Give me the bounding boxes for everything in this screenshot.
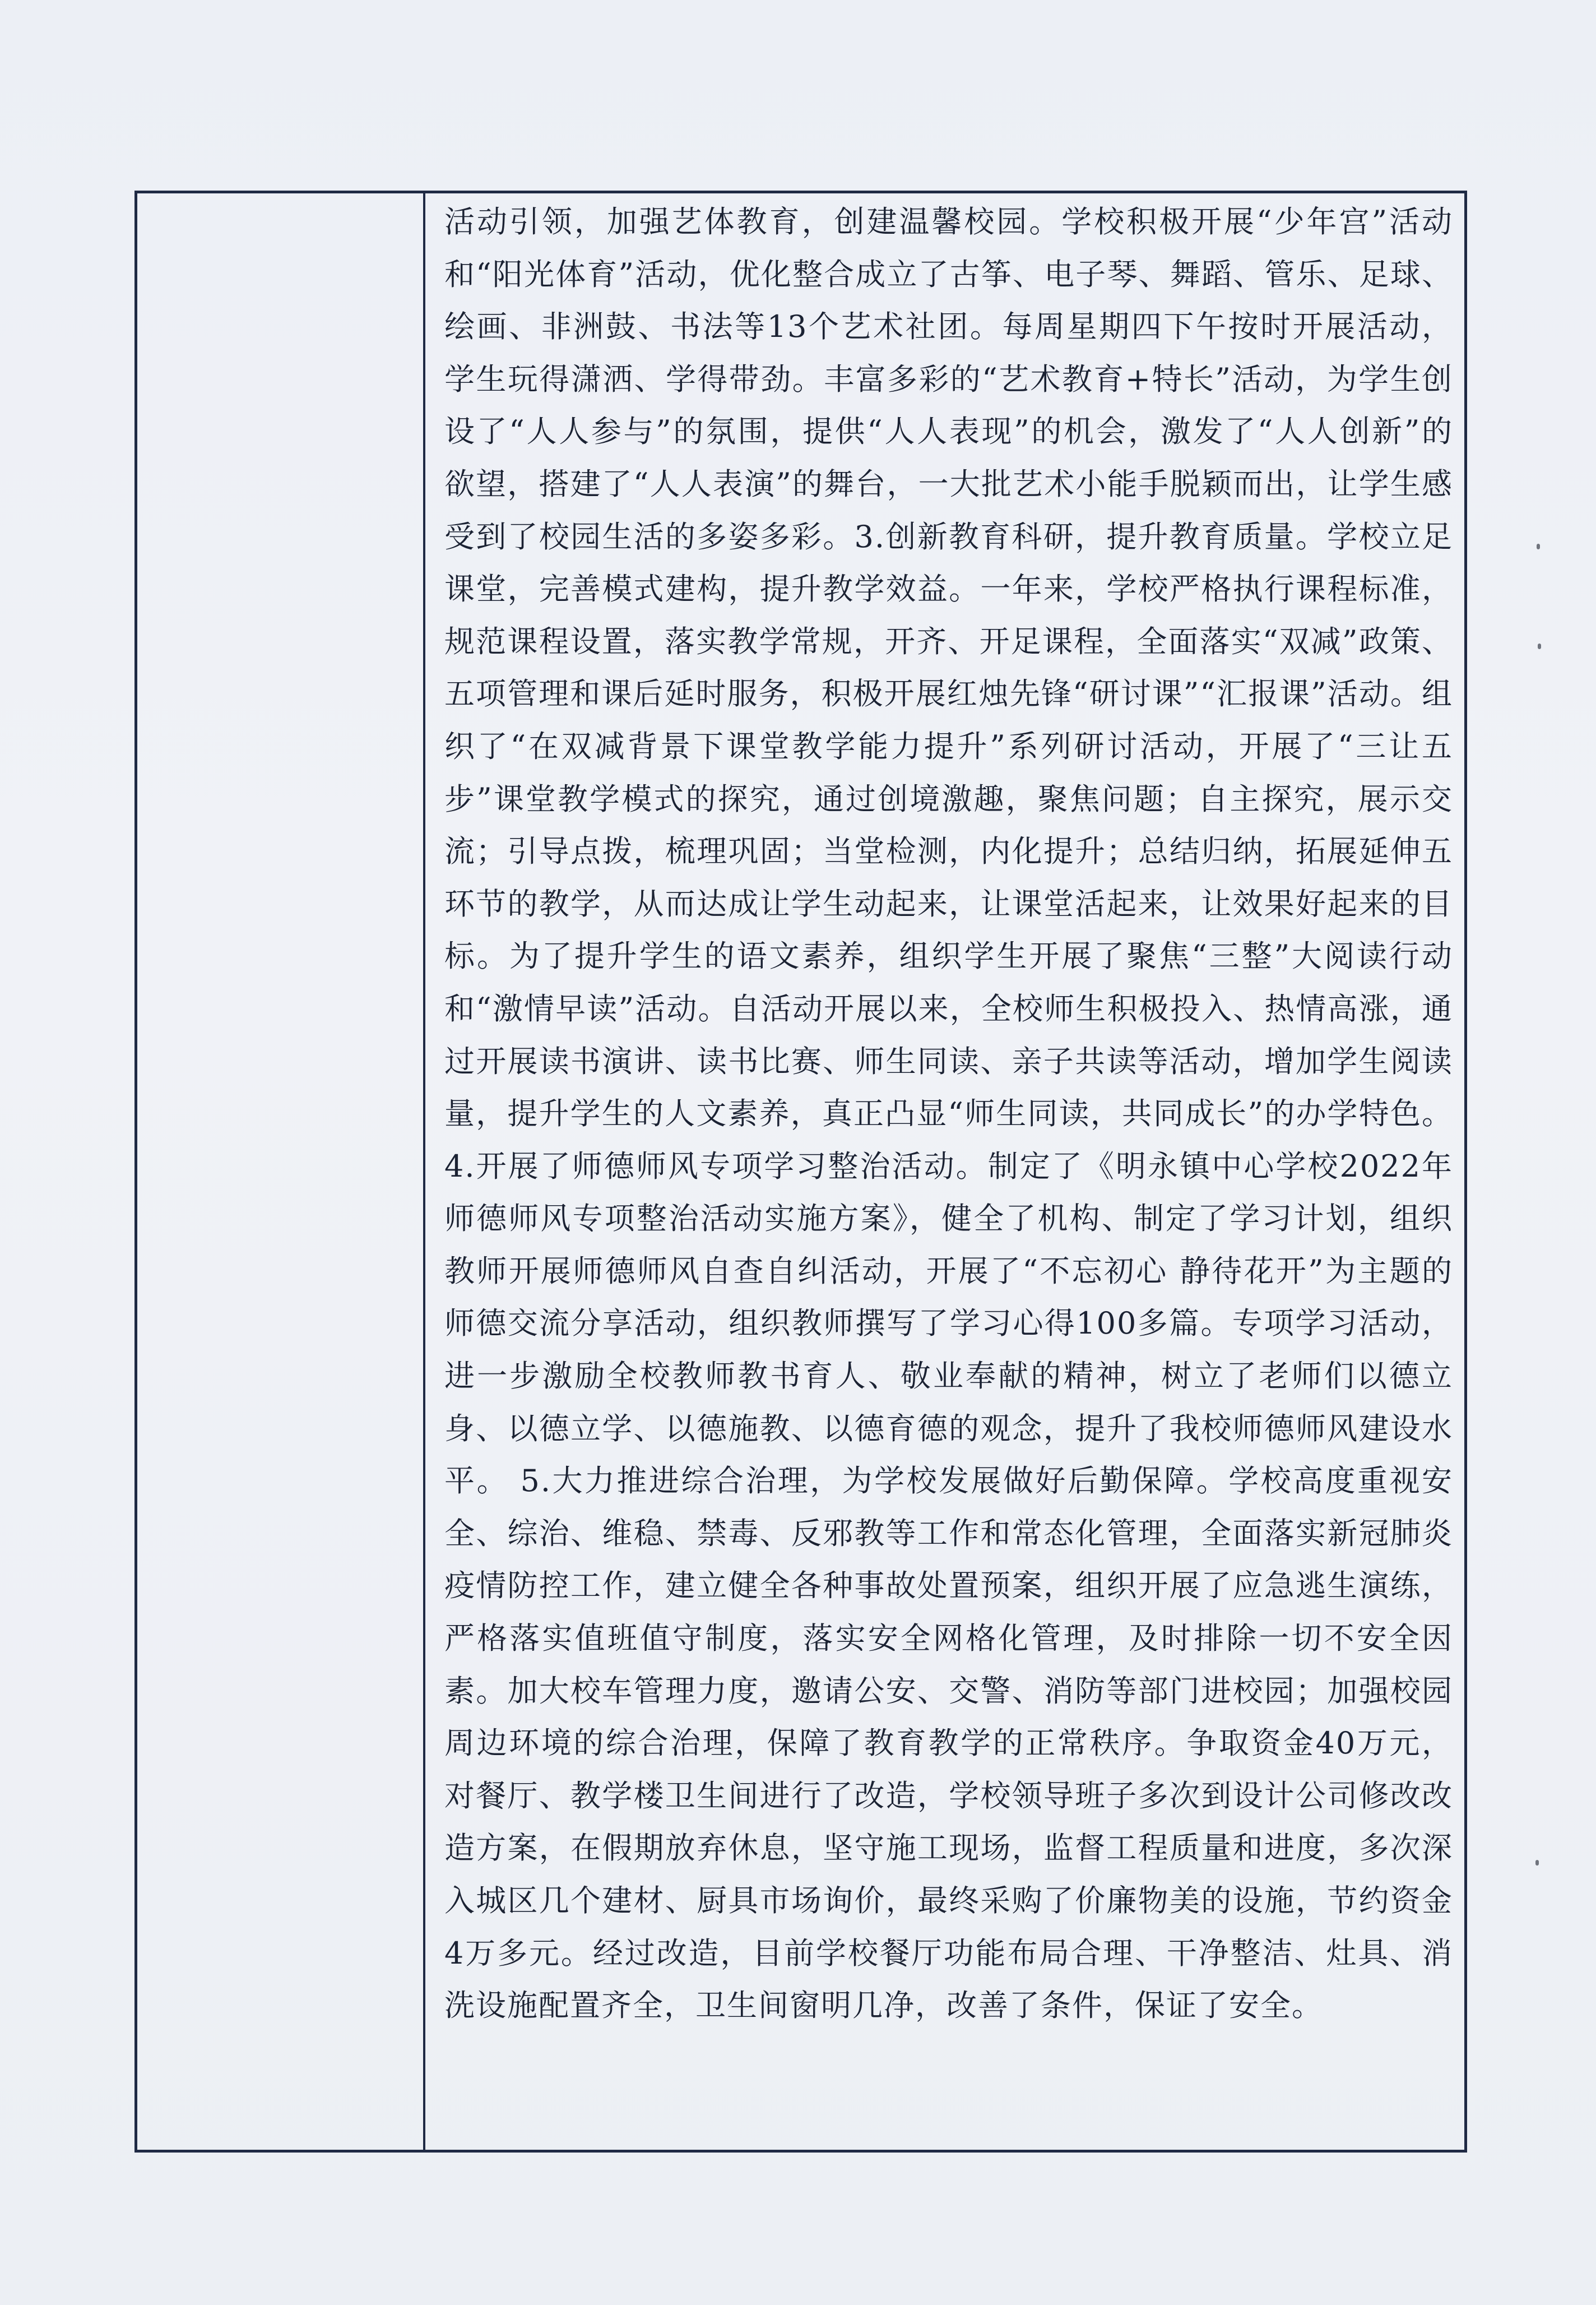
left-label-cell — [137, 193, 423, 2150]
column-divider — [423, 193, 425, 2150]
body-paragraph: 活动引领，加强艺体教育，创建温馨校园。学校积极开展“少年宫”活动和“阳光体育”活动，优化整合成立了古筝、电子琴、舞蹈、管乐、足球、绘画、非洲鼓、书法等13个艺术社团。每周星期四下午按时开展活动，学生玩得潇洒、学得带劲。丰富多彩的“艺术教育+特长”活动，为学生创设了“人人参与”的氛围，提供“人人表现”的机会，激发了“人人创新”的欲望，搭建了“人人表演”的舞台，一大批艺术小能手脱颖而出，让学生感受到了校园生活的多姿多彩。3.创新教育科研，提升教育质量。学校立足课堂，完善模式建构，提升教学效益。一年来，学校严格执行课程标准，规范课程设置，落实教学常规，开齐、开足课程，全面落实“双减”政策、五项管理和课后延时服务，积极开展红烛先锋“研讨课”“汇报课”活动。组织了“在双减背景下课堂教学能力提升”系列研讨活动，开展了“三让五步”课堂教学模式的探究，通过创境激趣，聚焦问题；自主探究，展示交流；引导点拨，梳理巩固；当堂检测，内化提升；总结归纳，拓展延伸五环节的教学，从而达成让学生动起来，让课堂活起来，让效果好起来的目标。为了提升学生的语文素养，组织学生开展了聚焦“三整”大阅读行动和“激情早读”活动。自活动开展以来，全校师生积极投入、热情高涨，通过开展读书演讲、读书比赛、师生同读、亲子共读等活动，增加学生阅读量，提升学生的人文素养，真正凸显“师生同读，共同成长”的办学特色。 4.开展了师德师风专项学习整治活动。制定了《明永镇中心学校2022年师德师风专项整治活动实施方案》，健全了机构、制定了学习计划，组织教师开展师德师风自查自纠活动，开展了“不忘初心 静待花开”为主题的师德交流分享活动，组织教师撰写了学习心得100多篇。专项学习活动，进一步激励全校教师教书育人、敬业奉献的精神，树立了老师们以德立身、以德立学、以德施教、以德育德的观念，提升了我校师德师风建设水平。 5.大力推进综合治理，为学校发展做好后勤保障。学校高度重视安全、综治、维稳、禁毒、反邪教等工作和常态化管理，全面落实新冠肺炎疫情防控工作，建立健全各种事故处置预案，组织开展了应急逃生演练，严格落实值班值守制度，落实安全网格化管理，及时排除一切不安全因素。加大校车管理力度，邀请公安、交警、消防等部门进校园；加强校园周边环境的综合治理，保障了教育教学的正常秩序。争取资金40万元，对餐厅、教学楼卫生间进行了改造，学校领导班子多次到设计公司修改改造方案，在假期放弃休息，坚守施工现场，监督工程质量和进度，多次深入城区几个建材、厨具市场询价，最终采购了价廉物美的设施，节约资金4万多元。经过改造，目前学校餐厅功能布局合理、干净整洁、灶具、消洗设施配置齐全，卫生间窗明几净，改善了条件，保证了安全。 — [444, 204, 1453, 2024]
paper-speck — [1537, 544, 1540, 549]
paper-speck — [1535, 1860, 1539, 1866]
report-table — [134, 191, 1467, 2153]
paper-speck — [1538, 644, 1541, 649]
content-cell — [444, 193, 1453, 2032]
